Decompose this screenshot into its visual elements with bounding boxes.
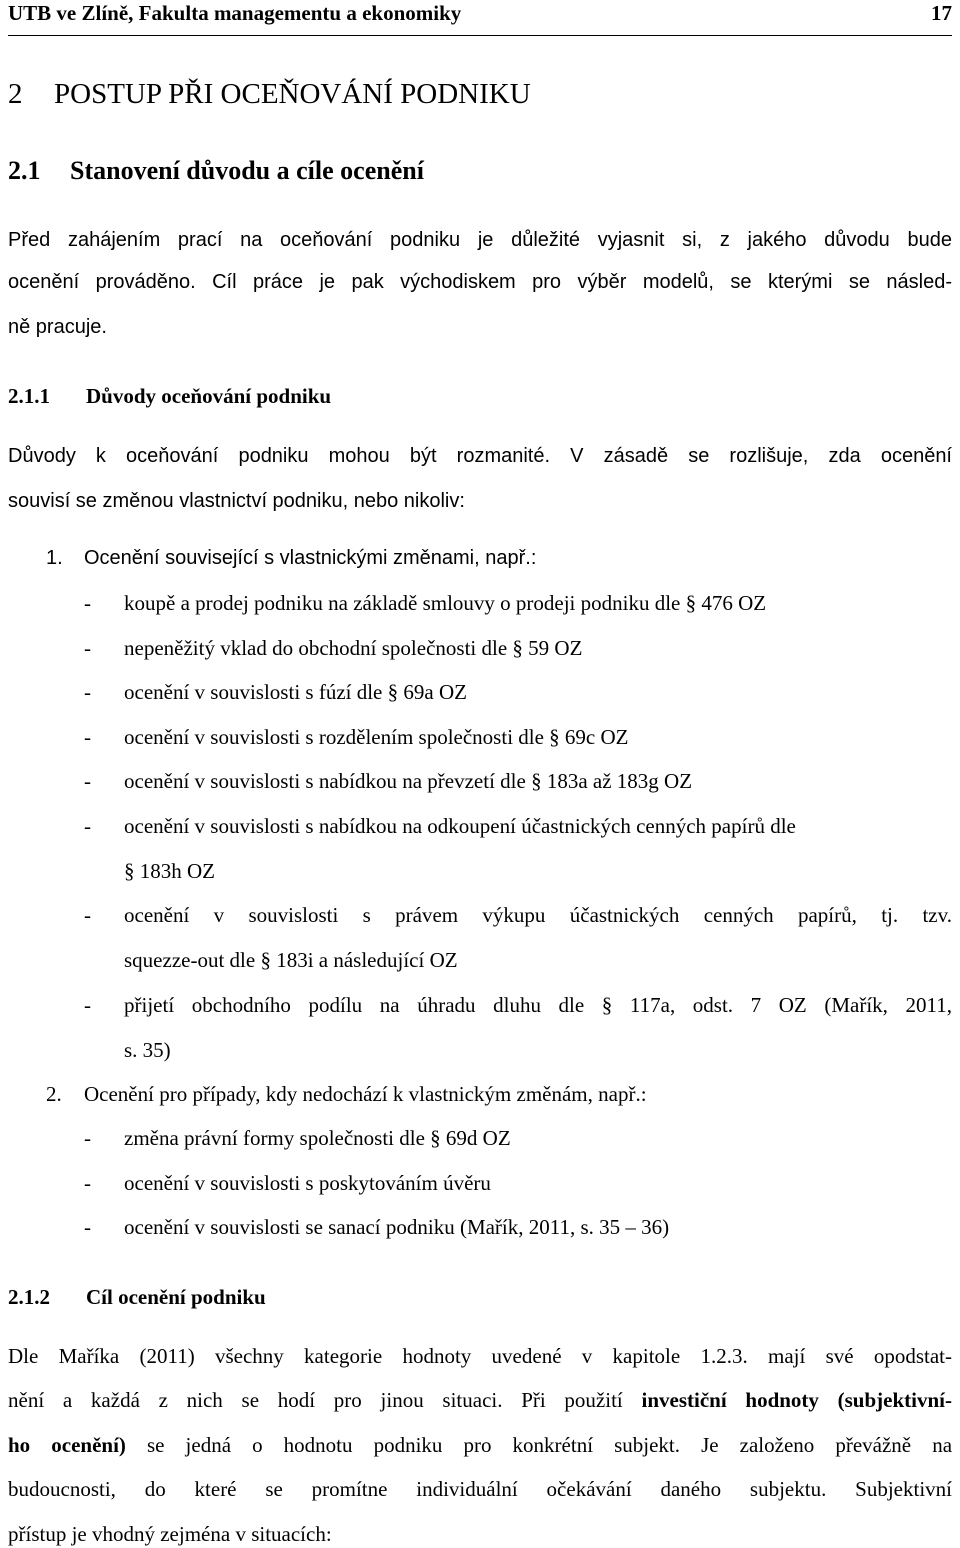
- subsection-heading: [8, 1285, 266, 1310]
- emphasis-text: ho ocenění): [8, 1433, 126, 1457]
- subsection-number: 2.1.2: [8, 1285, 50, 1309]
- list-item-text: ocenění v souvislosti s nabídkou na odkoupení účastnických cenných papírů dle: [124, 814, 796, 838]
- list-item-text: nepeněžitý vklad do obchodní společnosti dle § 59 OZ: [124, 636, 583, 660]
- list-item-text: změna právní formy společnosti dle § 69d OZ: [124, 1126, 511, 1150]
- list-item: [84, 1169, 491, 1197]
- list-item-text: koupě a prodej podniku na základě smlouvy o prodeji podniku dle § 476 OZ: [124, 591, 767, 615]
- list-item-text: ocenění v souvislosti s fúzí dle § 69a OZ: [124, 680, 467, 704]
- dash-marker: -: [84, 636, 91, 660]
- paragraph-line: Důvody k oceňování podniku mohou být rozmanité. V zásadě se rozlišuje, zda ocenění: [8, 445, 952, 467]
- paragraph-line: Dle Maříka (2011) všechny kategorie hodnoty uvedené v kapitole 1.2.3. mají své opodstat-: [8, 1344, 952, 1368]
- dash-marker: -: [84, 1171, 91, 1195]
- paragraph-line: [8, 1431, 952, 1459]
- dash-marker: -: [84, 680, 91, 704]
- list-item: [84, 634, 582, 662]
- chapter-heading: [8, 78, 531, 111]
- list-item-text: ocenění v souvislosti se sanací podniku (Mařík, 2011, s. 35 – 36): [124, 1215, 670, 1239]
- list-item-text: ocenění v souvislosti s právem výkupu účastnických cenných papírů, tj. tzv.: [124, 903, 952, 927]
- paragraph-line: [8, 1386, 952, 1414]
- list-item-continuation: § 183h OZ: [124, 859, 215, 883]
- list-item: [84, 767, 692, 795]
- dash-marker: -: [84, 591, 91, 615]
- intro-line: ně pracuje.: [8, 316, 107, 338]
- paragraph-line: přístup je vhodný zejména v situacích:: [8, 1522, 332, 1546]
- list-item: [84, 1213, 669, 1241]
- subsection-heading: [8, 384, 331, 409]
- numbered-item: [46, 544, 536, 572]
- chapter-title: POSTUP PŘI OCEŇOVÁNÍ PODNIKU: [54, 78, 531, 110]
- list-item: [84, 678, 467, 706]
- running-header: [8, 0, 952, 26]
- numbered-item: [46, 1080, 647, 1108]
- intro-line: ocenění prováděno. Cíl práce je pak východiskem pro výběr modelů, se kterými se násled-: [8, 271, 952, 293]
- paragraph-line: souvisí se změnou vlastnictví podniku, nebo nikoliv:: [8, 490, 465, 512]
- list-item: [84, 1124, 511, 1152]
- section-number: 2.1: [8, 156, 41, 185]
- dash-marker: -: [84, 814, 91, 838]
- dash-marker: -: [84, 1215, 91, 1239]
- list-item-text: přijetí obchodního podílu na úhradu dluhu dle § 117a, odst. 7 OZ (Mařík, 2011,: [124, 993, 952, 1017]
- list-marker: 2.: [46, 1082, 62, 1106]
- list-item: [84, 723, 629, 751]
- list-item-text: ocenění v souvislosti s poskytováním úvěru: [124, 1171, 491, 1195]
- numbered-item-text: Ocenění pro případy, kdy nedochází k vlastnickým změnám, např.:: [84, 1082, 647, 1106]
- section-title: Stanovení důvodu a cíle ocenění: [70, 156, 424, 185]
- list-item-continuation: squezze-out dle § 183i a následující OZ: [124, 948, 458, 972]
- dash-marker: -: [84, 993, 91, 1017]
- list-item: [84, 589, 766, 617]
- dash-marker: -: [84, 903, 91, 927]
- dash-marker: -: [84, 725, 91, 749]
- list-item-continuation: s. 35): [124, 1038, 171, 1062]
- subsection-title: Důvody oceňování podniku: [86, 384, 332, 408]
- numbered-item-text: Ocenění související s vlastnickými změnami, např.:: [84, 547, 537, 569]
- subsection-title: Cíl ocenění podniku: [86, 1285, 266, 1309]
- emphasis-text: investiční hodnoty (subjektivní-: [641, 1388, 952, 1412]
- paragraph-text: se jedná o hodnotu podniku pro konkrétní subjekt. Je založeno převážně na: [146, 1433, 953, 1457]
- header-institution: UTB ve Zlíně, Fakulta managementu a ekonomiky: [8, 0, 462, 25]
- list-item-text: ocenění v souvislosti s nabídkou na převzetí dle § 183a až 183g OZ: [124, 769, 693, 793]
- list-item: [84, 812, 796, 840]
- chapter-number: 2: [8, 78, 23, 110]
- page-number: 17: [931, 0, 952, 25]
- list-item-text: ocenění v souvislosti s rozdělením společnosti dle § 69c OZ: [124, 725, 629, 749]
- subsection-number: 2.1.1: [8, 384, 50, 408]
- paragraph-text: nění a každá z nich se hodí pro jinou situaci. Při použití: [8, 1388, 623, 1412]
- dash-marker: -: [84, 769, 91, 793]
- section-heading: [8, 156, 424, 186]
- list-item: [84, 991, 952, 1019]
- paragraph-line: budoucnosti, do které se promítne individuální očekávání daného subjektu. Subjektivní: [8, 1477, 952, 1501]
- list-item: [84, 901, 952, 929]
- list-marker: 1.: [46, 547, 63, 569]
- header-rule: [8, 35, 952, 36]
- intro-line: Před zahájením prací na oceňování podniku je důležité vyjasnit si, z jakého důvodu bude: [8, 229, 952, 251]
- dash-marker: -: [84, 1126, 91, 1150]
